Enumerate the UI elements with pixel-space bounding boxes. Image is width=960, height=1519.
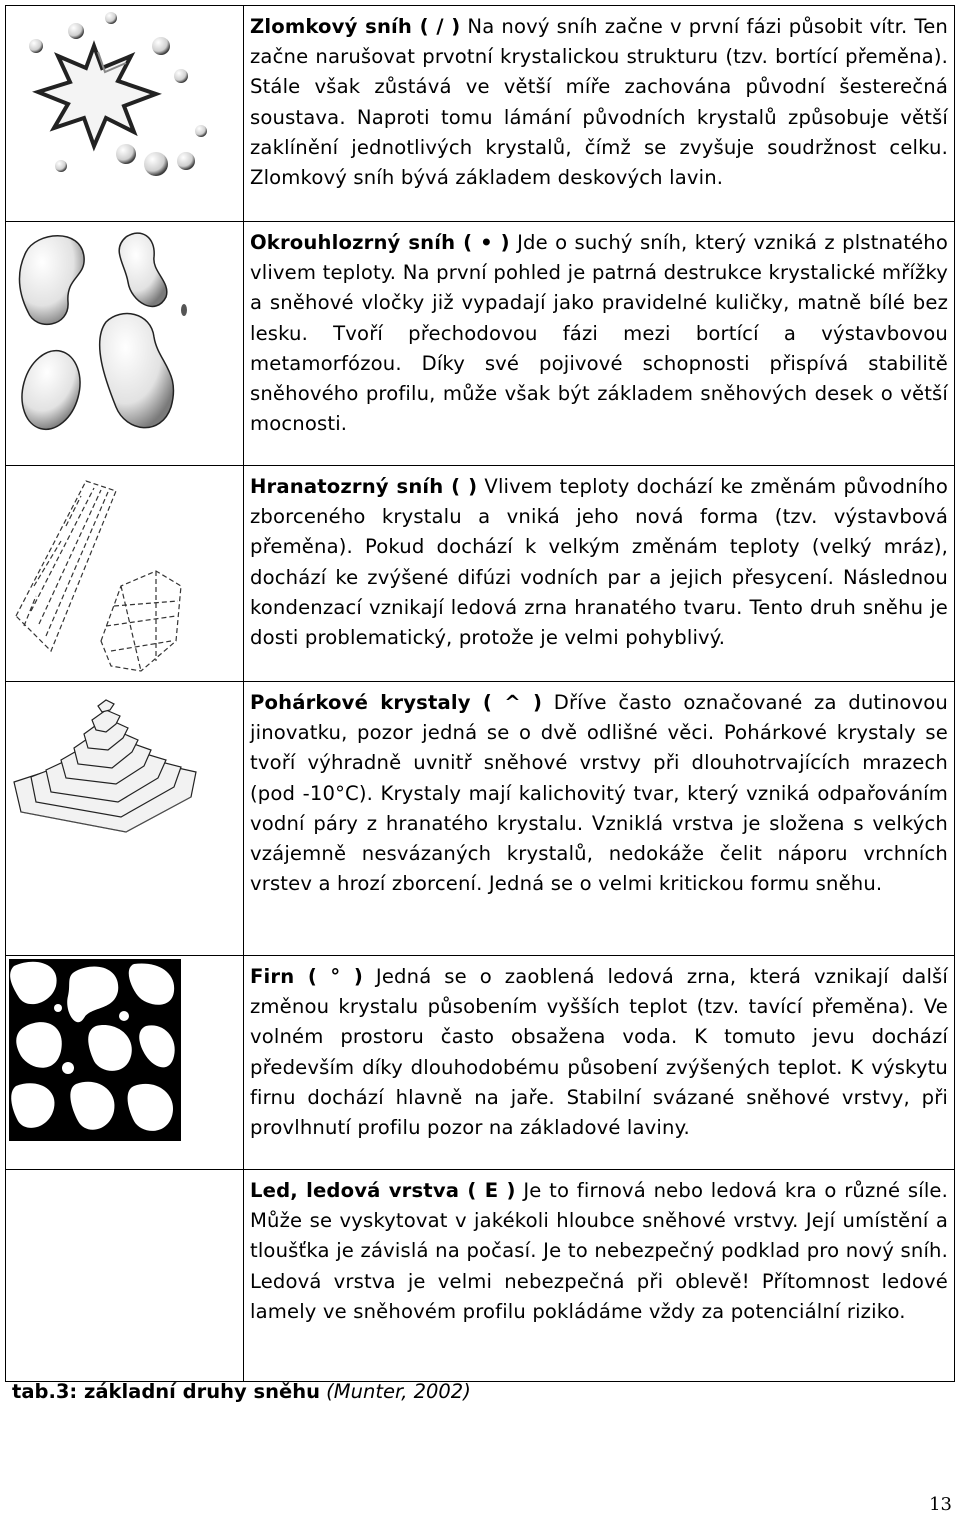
snow-type-term: Zlomkový sníh ( / ) (250, 15, 461, 38)
image-cell (6, 6, 244, 222)
row-text-cell (244, 6, 955, 222)
snow-type-term: Firn ( ° ) (250, 965, 363, 988)
image-cell (6, 1170, 244, 1382)
rounded-snow-grains-illustration (6, 222, 236, 462)
faceted-snow-crystals-illustration (6, 466, 226, 676)
row-text-cell (244, 466, 955, 682)
snow-type-term: Pohárkové krystaly ( ^ ) (250, 691, 543, 714)
snow-type-description: Je to firnová nebo ledová kra o různé síle. Může se vyskytovat v jakékoli hloubce sněhové vrstvy. Její umístění a tloušťka je závislá na počasí. Je to nebezpečný podklad pro nový sníh. Ledová vrstva je velmi nebezpečná při oblevě! Přítomnost ledové lamely ve sněhovém profilu pokládáme vždy za potenciální riziko. (250, 1179, 948, 1323)
row-text-cell (244, 1170, 955, 1382)
cup-crystal-illustration (6, 682, 226, 852)
snow-type-description: Na nový sníh začne v první fázi působit vítr. Ten začne narušovat prvotní krystalickou strukturu (tzv. bortící přeměna). Stále však zůstává ve větší míře zachována původní šesterečná soustava. Naproti tomu lámání původních krystalů způsobuje větší zaklínění jednotlivých krystalů, čímž se zvyšuje soudržnost celku. Zlomkový sníh bývá základem deskových lavin. (250, 15, 948, 190)
table-row (6, 466, 955, 682)
snow-type-description: Jde o suchý sníh, který vzniká z plstnatého vlivem teploty. Na první pohled je patrná destrukce krystalické mřížky a sněhové vločky již vypadají jako pravidelné kuličky, matně bílé bez lesku. Tvoří přechodovou fázi mezi bortící a výstavbovou metamorfózou. Díky své pojivové schopnosti přispívá stabilitě sněhového profilu, může však být základem sněhových desek o větší mocnosti. (250, 231, 948, 436)
table-row (6, 956, 955, 1170)
table-caption (12, 1380, 471, 1403)
snow-types-table (5, 5, 955, 1382)
image-cell (6, 222, 244, 466)
image-cell (6, 956, 244, 1170)
caption-source: (Munter, 2002) (326, 1380, 471, 1403)
snow-type-description: Vlivem teploty dochází ke změnám původního zborceného krystalu a vniká jeho nová forma (tzv. výstavbová přeměna). Pokud dochází k velkým změnám teploty (velký mráz), dochází ke zvýšené difúzi vodních par a jejich přesycení. Následnou kondenzací vznikají ledová zrna hranatého tvaru. Tento druh sněhu je dosti problematický, protože je velmi pohyblivý. (250, 475, 948, 650)
snow-type-description: Dříve často označované za dutinovou jinovatku, pozor jedná se o dvě odlišné věci. Pohárkové krystaly se tvoří výhradně uvnitř sněhové vrstvy při dlouhotrvajících mrazech (pod -10°C). Krystaly mají kalichovitý tvar, který vzniká odpařováním vodní páry z hranatého krystalu. Vzniklá vrstva je složena s velkých vzájemně nesvázaných krystalů, nedokáže čelit náporu vrchních vrstev a hrozí zborcení. Jedná se o velmi kritickou formu sněhu. (250, 691, 948, 896)
snow-type-term: Hranatozrný sníh ( ) (250, 475, 478, 498)
image-cell (6, 682, 244, 956)
page-number: 13 (929, 1494, 952, 1515)
fragmented-snow-crystal-illustration (6, 6, 216, 186)
row-text-cell (244, 682, 955, 956)
caption-title: tab.3: základní druhy sněhu (12, 1380, 320, 1403)
table-row (6, 222, 955, 466)
snow-type-term: Okrouhlozrný sníh ( • ) (250, 231, 510, 254)
image-cell (6, 466, 244, 682)
row-text-cell (244, 222, 955, 466)
table-row (6, 682, 955, 956)
firn-grains-illustration (6, 956, 186, 1146)
snow-type-term: Led, ledová vrstva ( E ) (250, 1179, 516, 1202)
snow-type-description: Jedná se o zaoblená ledová zrna, která vznikají další změnou krystalu působením vyšších teplot (tzv. tavící přeměna). Ve volném prostoru často obsažena voda. K tomuto jevu dochází především díky dlouhodobému působení zvýšených teplot. K výskytu firnu dochází hlavně na jaře. Stabilní svázané sněhové vrstvy, při provlhnutí profilu pozor na základové laviny. (250, 965, 949, 1140)
table-row (6, 6, 955, 222)
row-text-cell (244, 956, 955, 1170)
table-row (6, 1170, 955, 1382)
